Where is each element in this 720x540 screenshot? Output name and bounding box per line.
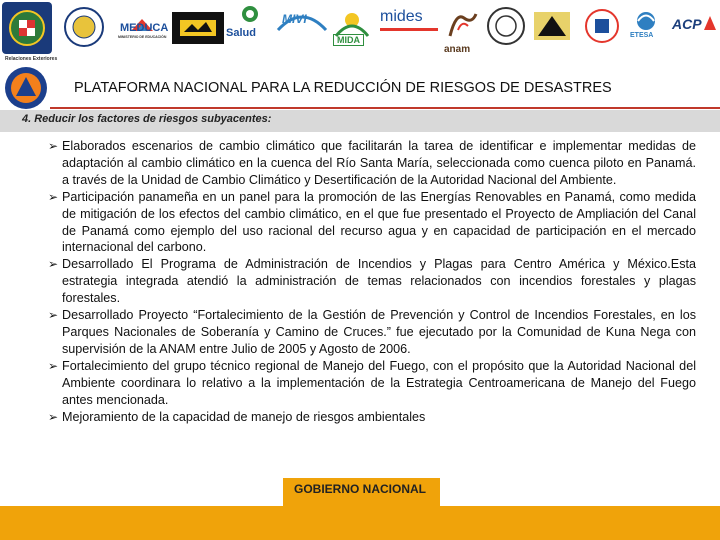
acp-label: ACP	[672, 16, 702, 32]
footer-label: GOBIERNO NACIONAL	[294, 482, 426, 496]
ministry-logo-black	[172, 12, 224, 44]
civil-protection-emblem	[4, 66, 48, 110]
mivi-label: MIVI	[282, 12, 307, 26]
section-subtitle: 4. Reducir los factores de riesgos subyacentes:	[22, 113, 272, 125]
list-item	[48, 256, 696, 307]
list-item-text: Desarrollado Proyecto “Fortalecimiento de la Gestión de Prevención y Control de Incendios Forestales, en los Parques Nacionales de Soberanía y Camino de Cruces.” fue ejecutado por la Comunidad de Kuna Nega con supervisión de la ANAM entre Julio de 2005 y Agosto de 2006.	[62, 308, 696, 356]
list-item-text: Desarrollado El Programa de Administración de Incendios y Plagas para Centro América y México.Esta estrategia integrada atendió la administración de temas relacionados con incendios forestales y plagas forestales.	[62, 257, 696, 306]
anam-label: anam	[444, 44, 471, 55]
circle-seal-logo	[486, 6, 526, 46]
list-item	[48, 409, 696, 426]
mides-bar	[380, 28, 438, 31]
ifarhu-logo	[582, 8, 622, 44]
salud-label: Salud	[226, 27, 256, 39]
anam-logo	[442, 8, 482, 44]
bullet-list	[48, 138, 696, 425]
etesa-logo	[628, 10, 664, 32]
meduca-label: MEDUCA	[120, 22, 169, 34]
arrow-bullet-icon: ➢	[48, 308, 59, 323]
panama-seal-logo	[2, 2, 52, 54]
arrow-bullet-icon: ➢	[48, 189, 59, 204]
list-item-text: Elaborados escenarios de cambio climático que facilitarán la tarea de identificar e implementar medidas de adaptación al cambio climático en la cuenca del Río Santa María, seleccionada como cuenca piloto en Panamá. a través de la Unidad de Cambio Climático y Desertificación de la Autoridad Nacional del Ambiente.	[62, 139, 696, 187]
list-item-text: Fortalecimiento del grupo técnico regional de Manejo del Fuego, con el propósito que la Autoridad Nacional del Ambiente coordinara lo relativo a la implementación de la Estrategia Centroamericana de Manejo del Fuego antes mencionada.	[62, 358, 696, 407]
arrow-bullet-icon: ➢	[48, 257, 59, 272]
shield-logo-1	[62, 6, 106, 48]
page-title: PLATAFORMA NACIONAL PARA LA REDUCCIÓN DE RIESGOS DE DESASTRES	[74, 80, 612, 96]
list-item	[48, 358, 696, 409]
etesa-label: ETESA	[630, 32, 654, 39]
arrow-bullet-icon: ➢	[48, 409, 59, 424]
list-item	[48, 138, 696, 189]
panama-seal-caption: Relaciones Exteriores	[5, 56, 58, 62]
arrow-bullet-icon: ➢	[48, 139, 59, 153]
mida-label: MIDA	[333, 34, 364, 46]
arrow-bullet-icon: ➢	[48, 358, 59, 373]
title-underline	[50, 107, 720, 109]
list-item	[48, 307, 696, 358]
acp-mark	[704, 16, 716, 30]
igc-logo	[530, 8, 574, 44]
list-item-text: Mejoramiento de la capacidad de manejo de riesgos ambientales	[62, 409, 426, 424]
list-item-text: Participación panameña en un panel para la promoción de las Energías Renovables en Panamá, como medida de mitigación de los efectos del cambio climático, en el que fue presentado el Proyecto de Ampliación del Canal de Panamá como ejemplo del uso racional del recurso agua y en capacidad de participación en el mercado internacional del carbono.	[62, 189, 696, 255]
meduca-sublabel: MINISTERIO DE EDUCACIÓN	[118, 35, 167, 39]
list-item	[48, 189, 696, 257]
mides-label: mides	[380, 8, 423, 25]
